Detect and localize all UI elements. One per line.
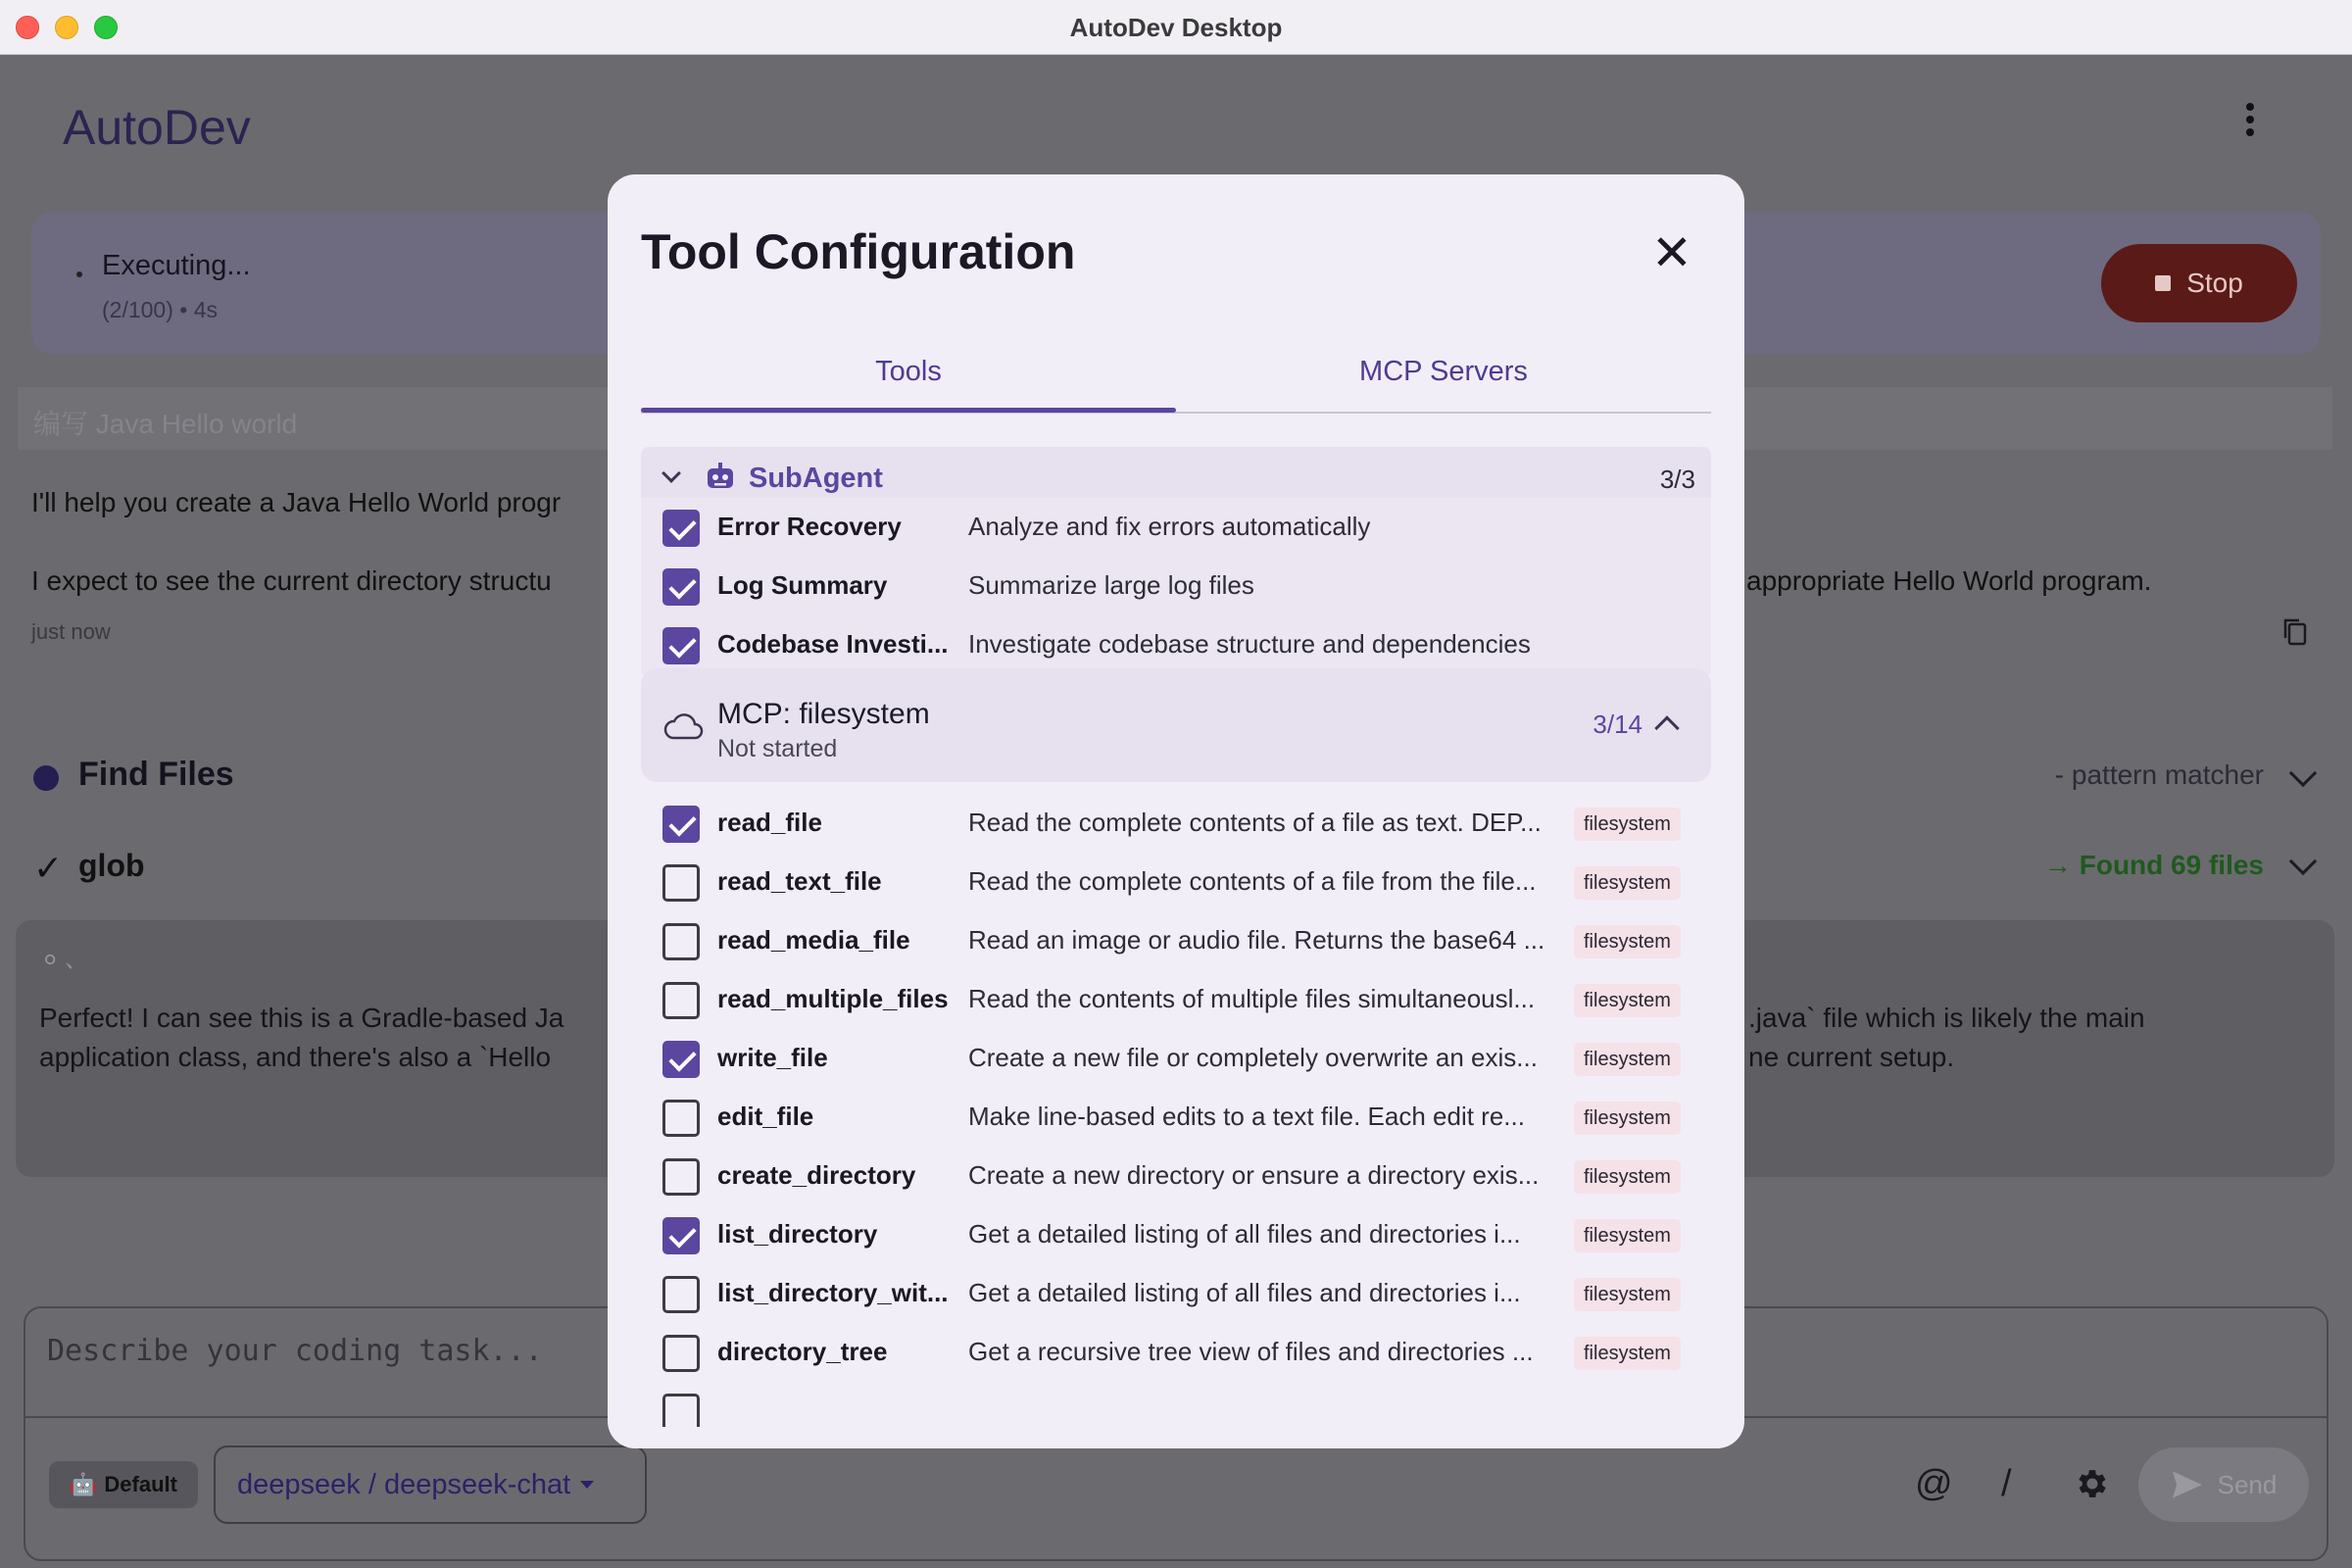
tool-name: read_multiple_files (717, 984, 949, 1013)
progress-count: (2/100) (102, 297, 173, 322)
stop-label: Stop (2186, 268, 2243, 298)
execution-progress (102, 297, 218, 323)
tool-configuration-dialog (608, 174, 1744, 1448)
cloud-icon (662, 711, 704, 741)
tool-checkbox[interactable] (662, 923, 700, 960)
dialog-tabs (641, 349, 1711, 414)
tool-description: Read an image or audio file. Returns the base64 ... (968, 925, 1545, 955)
server-status: Not started (717, 735, 838, 762)
server-tag: filesystem (1574, 1219, 1681, 1252)
tool-name: directory_tree (717, 1337, 888, 1366)
step-status-dot (33, 765, 59, 791)
tool-row[interactable] (641, 1264, 1711, 1323)
tool-row[interactable] (641, 557, 1711, 615)
group-count: 3/14 (1592, 710, 1642, 739)
assistant-text-line: I expect to see the current directory structu (31, 565, 552, 596)
tool-description: Investigate codebase structure and dependencies (968, 629, 1531, 659)
tool-checkbox[interactable] (662, 982, 700, 1019)
send-icon (2171, 1470, 2204, 1499)
group-title: SubAgent (749, 463, 883, 494)
server-tag: filesystem (1574, 1043, 1681, 1076)
assistant-text-line: I'll help you create a Java Hello World progr (31, 487, 562, 517)
tab-mcp-servers[interactable]: MCP Servers (1359, 356, 1528, 387)
tool-row[interactable] (641, 794, 1711, 853)
slash-command-icon[interactable]: / (2001, 1463, 2012, 1504)
user-message-text: 编写 Java Hello world (33, 409, 298, 439)
server-tag: filesystem (1574, 1160, 1681, 1194)
tool-name: write_file (717, 1043, 828, 1072)
tool-description: Summarize large log files (968, 570, 1254, 600)
gear-icon[interactable] (2074, 1465, 2111, 1502)
tool-row[interactable] (641, 615, 1711, 674)
tool-checkbox[interactable] (662, 627, 700, 664)
tool-checkbox[interactable] (662, 1394, 700, 1427)
tool-name: list_directory_wit... (717, 1278, 949, 1307)
assistant-text-line: appropriate Hello World program. (1746, 565, 2152, 596)
app-brand: AutoDev (63, 100, 251, 155)
tool-row[interactable] (641, 853, 1711, 911)
server-tag: filesystem (1574, 1278, 1681, 1311)
server-tag: filesystem (1574, 808, 1681, 841)
dialog-title: Tool Configuration (641, 224, 1076, 279)
model-select[interactable] (214, 1446, 647, 1524)
tool-name: create_directory (717, 1160, 916, 1190)
tool-checkbox[interactable] (662, 510, 700, 547)
tool-checkbox[interactable] (662, 1217, 700, 1254)
send-label: Send (2217, 1469, 2278, 1499)
tool-description: Make line-based edits to a text file. Each edit re... (968, 1102, 1525, 1131)
more-menu-icon[interactable] (2238, 103, 2262, 142)
tool-row[interactable] (641, 970, 1711, 1029)
tool-call-result: → Found 69 files (2043, 850, 2264, 880)
tool-description: Create a new file or completely overwrite an exis... (968, 1043, 1538, 1072)
mention-icon[interactable]: @ (1915, 1463, 1953, 1504)
chevron-down-icon[interactable] (2289, 848, 2317, 875)
tool-row[interactable] (641, 1088, 1711, 1147)
server-tag: filesystem (1574, 1337, 1681, 1370)
ai-reply-line: ne current setup. (1748, 1042, 1955, 1072)
stop-icon (2155, 275, 2171, 291)
server-tag: filesystem (1574, 1102, 1681, 1135)
tool-name: read_file (717, 808, 822, 837)
tool-description: Read the contents of multiple files simultaneousl... (968, 984, 1536, 1013)
tool-description: Analyze and fix errors automatically (968, 512, 1371, 541)
execution-title: Executing... (102, 250, 251, 281)
close-icon[interactable]: ✕ (1651, 225, 1692, 280)
tool-list[interactable] (641, 447, 1711, 1427)
tool-checkbox[interactable] (662, 1100, 700, 1137)
tool-row[interactable] (641, 498, 1711, 557)
server-tag: filesystem (1574, 984, 1681, 1017)
active-tab-indicator (641, 408, 1176, 413)
mcp-filesystem-group-header[interactable] (641, 668, 1711, 782)
step-detail: - pattern matcher (2054, 760, 2264, 790)
tool-checkbox[interactable] (662, 1041, 700, 1078)
tool-name: list_directory (717, 1219, 878, 1249)
tool-checkbox[interactable] (662, 806, 700, 843)
tab-tools[interactable]: Tools (875, 356, 942, 387)
ai-reply-line: application class, and there's also a `Hello (39, 1042, 552, 1072)
robot-icon (704, 461, 737, 492)
tool-row[interactable] (641, 1205, 1711, 1264)
copy-icon[interactable] (2281, 616, 2309, 648)
spinner-icon (76, 271, 82, 277)
group-title: MCP: filesystem (717, 698, 930, 730)
tool-name: Codebase Investi... (717, 629, 949, 659)
tool-description: Read the complete contents of a file as text. DEP... (968, 808, 1542, 837)
chevron-up-icon[interactable] (1654, 715, 1679, 740)
tool-row[interactable] (641, 911, 1711, 970)
tool-checkbox[interactable] (662, 864, 700, 902)
tool-call-title: glob (78, 848, 145, 883)
tool-name: Log Summary (717, 570, 888, 600)
server-tag: filesystem (1574, 866, 1681, 900)
check-icon: ✓ (33, 848, 64, 888)
tool-description: Read the complete contents of a file from the file... (968, 866, 1537, 896)
tool-description: Get a detailed listing of all files and directories i... (968, 1278, 1521, 1307)
tool-name: read_text_file (717, 866, 882, 896)
elapsed-time: • 4s (179, 297, 218, 322)
tool-name: Error Recovery (717, 512, 902, 541)
tool-description: Create a new directory or ensure a directory exis... (968, 1160, 1540, 1190)
window-titlebar (0, 0, 2352, 55)
task-input[interactable]: Describe your coding task... (47, 1334, 543, 1368)
tool-description: Get a detailed listing of all files and directories i... (968, 1219, 1521, 1249)
tool-checkbox[interactable] (662, 1158, 700, 1196)
window-title: AutoDev Desktop (1069, 13, 1283, 42)
caret-down-icon (580, 1481, 594, 1489)
step-title: Find Files (78, 756, 234, 793)
tool-row[interactable] (641, 1029, 1711, 1088)
group-count: 3/3 (1659, 465, 1695, 494)
thinking-icon: ⚪ 、 (41, 948, 87, 972)
tool-checkbox[interactable] (662, 1276, 700, 1313)
ai-reply-line: Perfect! I can see this is a Gradle-based Ja (39, 1003, 564, 1033)
model-label: deepseek / deepseek-chat (237, 1468, 571, 1500)
tool-row[interactable] (641, 1147, 1711, 1205)
server-tag: filesystem (1574, 925, 1681, 958)
tool-checkbox[interactable] (662, 568, 700, 606)
agent-selector[interactable] (49, 1461, 198, 1508)
stop-button[interactable] (2101, 244, 2297, 322)
tool-row[interactable] (641, 1323, 1711, 1382)
message-timestamp: just now (31, 619, 111, 644)
tool-name: edit_file (717, 1102, 814, 1131)
ai-reply-line: .java` file which is likely the main (1748, 1003, 2145, 1033)
tool-row[interactable] (641, 1382, 1711, 1427)
tool-name: read_media_file (717, 925, 910, 955)
chevron-down-icon[interactable] (662, 464, 681, 483)
tool-description: Get a recursive tree view of files and directories ... (968, 1337, 1534, 1366)
agent-label: Default (104, 1472, 177, 1496)
tool-checkbox[interactable] (662, 1335, 700, 1372)
send-button[interactable] (2138, 1447, 2309, 1522)
robot-icon: 🤖 (70, 1472, 97, 1496)
chevron-down-icon[interactable] (2289, 760, 2317, 787)
